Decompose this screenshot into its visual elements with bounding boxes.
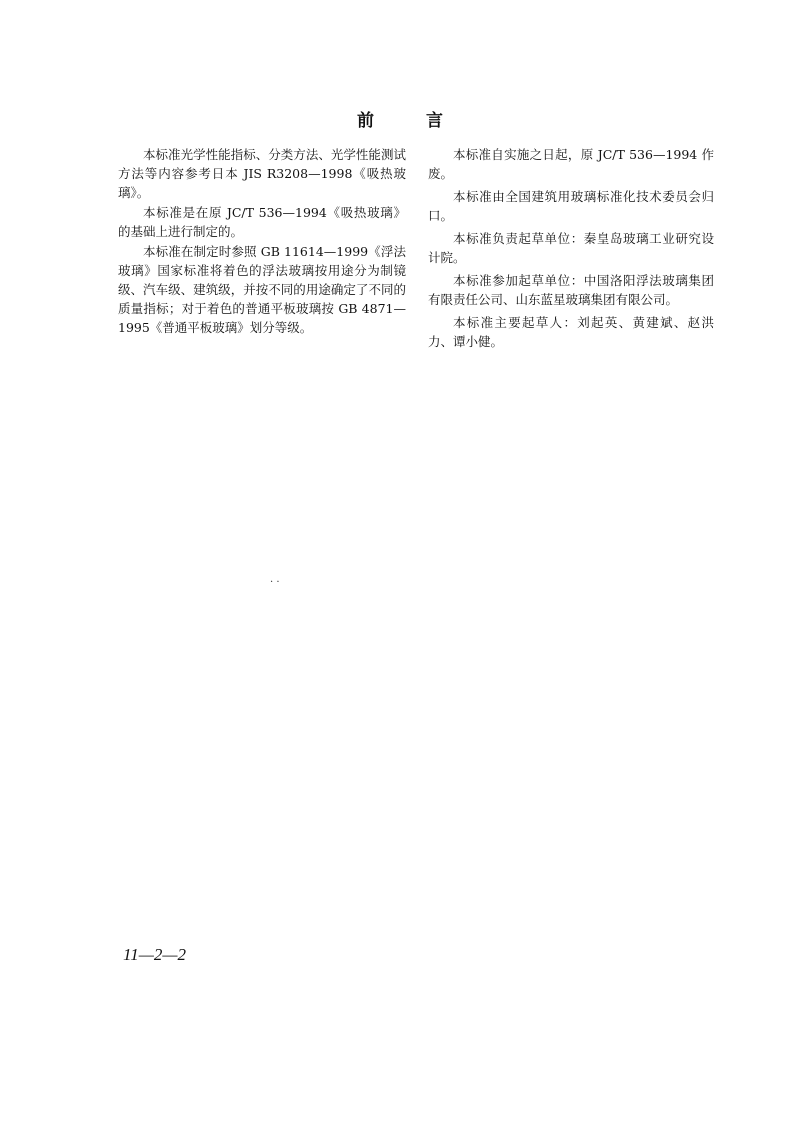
page-title: 前言 xyxy=(357,111,495,131)
right-column xyxy=(428,145,714,351)
paragraph: 本标准在制定时参照 GB 11614—1999《浮法玻璃》国家标准将着色的浮法玻璃按用途分为制镜级、汽车级、建筑级，并按不同的用途确定了不同的质量指标；对于着色的普通平板玻璃按 GB 4871—1995《普通平板玻璃》划分等级。 xyxy=(118,244,406,335)
paragraph: 本标准由全国建筑用玻璃标准化技术委员会归口。 xyxy=(428,189,714,223)
paragraph: 本标准光学性能指标、分类方法、光学性能测试方法等内容参考日本 JIS R3208—1998《吸热玻璃》。 xyxy=(118,147,406,200)
paragraph: 本标准负责起草单位：秦皇岛玻璃工业研究设计院。 xyxy=(428,231,714,265)
left-column xyxy=(118,145,406,337)
paragraph: 本标准自实施之日起，原 JC/T 536—1994 作废。 xyxy=(428,147,714,181)
stray-mark: . . xyxy=(270,574,280,585)
paragraph: 本标准主要起草人：刘起英、黄建斌、赵洪力、谭小健。 xyxy=(428,315,714,349)
paragraph: 本标准参加起草单位：中国洛阳浮法玻璃集团有限责任公司、山东蓝星玻璃集团有限公司。 xyxy=(428,273,714,307)
paragraph: 本标准是在原 JC/T 536—1994《吸热玻璃》的基础上进行制定的。 xyxy=(118,205,406,239)
page-number: 11—2—2 xyxy=(123,945,186,964)
